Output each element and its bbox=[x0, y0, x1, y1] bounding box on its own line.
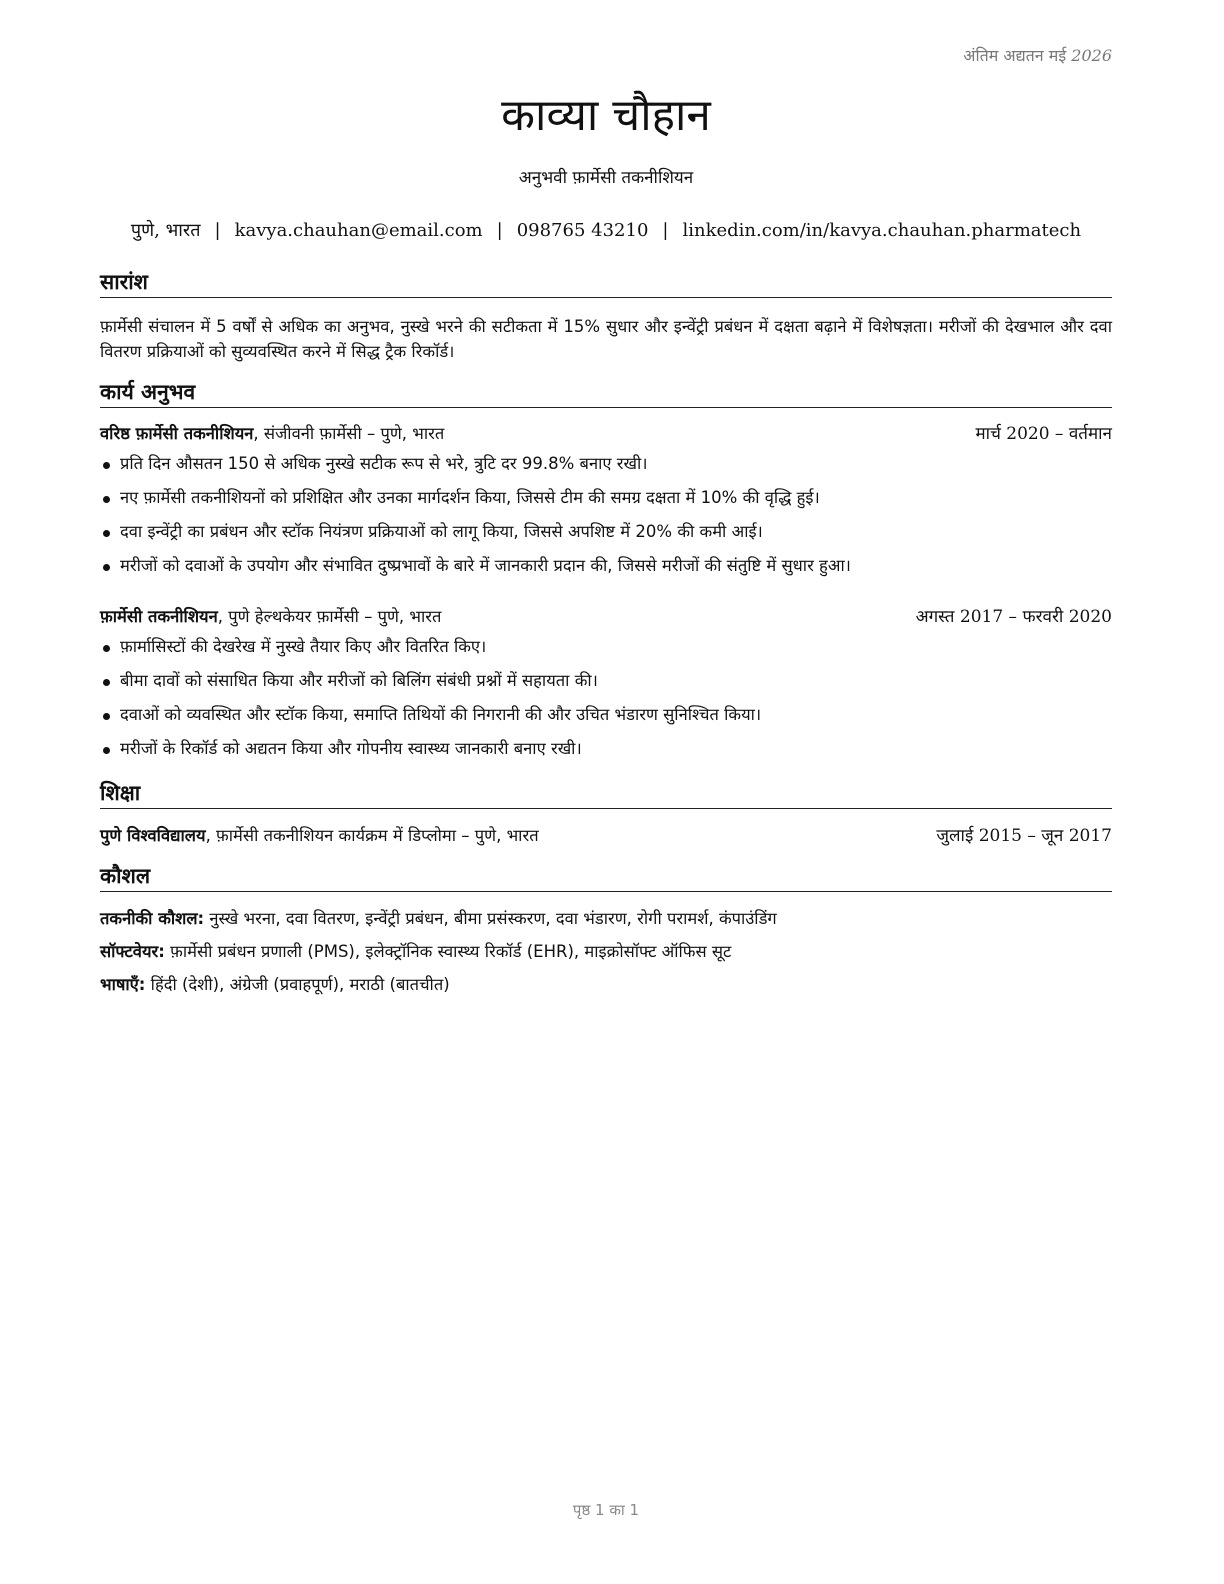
job-header bbox=[100, 605, 1112, 629]
job-dates: मार्च 2020 – वर्तमान bbox=[975, 424, 1112, 444]
contact-separator: | bbox=[214, 220, 221, 241]
skill-value: नुस्खे भरना, दवा वितरण, इन्वेंट्री प्रबंधन, बीमा प्रसंस्करण, दवा भंडारण, रोगी परामर्श, कंपाउंडिंग bbox=[204, 909, 777, 928]
skill-line bbox=[100, 973, 1112, 997]
section-title-education: शिक्षा bbox=[100, 779, 1112, 809]
last-updated bbox=[963, 44, 1112, 66]
job-org: , पुणे हेल्थकेयर फ़ार्मेसी – पुणे, भारत bbox=[217, 607, 442, 626]
skill-line bbox=[100, 940, 1112, 964]
contact-location: पुणे, भारत bbox=[130, 220, 201, 241]
job-role: वरिष्ठ फ़ार्मेसी तकनीशियन bbox=[100, 424, 254, 443]
list-item: नए फ़ार्मेसी तकनीशियनों को प्रशिक्षित और उनका मार्गदर्शन किया, जिससे टीम की समग्र दक्षता में 10% की वृद्धि हुई। bbox=[100, 486, 1112, 520]
job-bullets bbox=[100, 635, 1112, 771]
contact-linkedin[interactable]: linkedin.com/in/kavya.chauhan.pharmatech bbox=[682, 220, 1082, 241]
job-role-org bbox=[100, 605, 441, 629]
job-org: , संजीवनी फ़ार्मेसी – पुणे, भारत bbox=[253, 424, 445, 443]
summary-text: फ़ार्मेसी संचालन में 5 वर्षों से अधिक का अनुभव, नुस्खे भरने की सटीकता में 15% सुधार और इन्वेंट्री प्रबंधन में दक्षता बढ़ाने में विशेषज्ञता। मरीजों की देखभाल और दवा वितरण प्रक्रियाओं को सुव्यवस्थित करने में सिद्ध ट्रैक रिकॉर्ड। bbox=[100, 317, 1112, 361]
list-item: बीमा दावों को संसाधित किया और मरीजों को बिलिंग संबंधी प्रश्नों में सहायता की। bbox=[100, 669, 1112, 703]
job-role-org bbox=[100, 422, 444, 446]
section-title-experience: कार्य अनुभव bbox=[100, 378, 1112, 408]
skill-label: तकनीकी कौशल: bbox=[100, 909, 205, 928]
job-dates: अगस्त 2017 – फरवरी 2020 bbox=[915, 607, 1112, 627]
job-role: फ़ार्मेसी तकनीशियन bbox=[100, 607, 218, 626]
education-entry bbox=[100, 824, 1112, 848]
skill-label: सॉफ्टवेयर: bbox=[100, 942, 165, 961]
resume-page bbox=[100, 0, 1112, 1584]
skill-value: फ़ार्मेसी प्रबंधन प्रणाली (PMS), इलेक्ट्रॉनिक स्वास्थ्य रिकॉर्ड (EHR), माइक्रोसॉफ्ट ऑफिस सूट bbox=[164, 942, 732, 961]
candidate-tagline: अनुभवी फ़ार्मेसी तकनीशियन bbox=[518, 168, 694, 188]
contact-email[interactable]: kavya.chauhan@email.com bbox=[234, 220, 483, 241]
list-item: मरीजों को दवाओं के उपयोग और संभावित दुष्प्रभावों के बारे में जानकारी प्रदान की, जिससे मरीजों की संतुष्टि में सुधार हुआ। bbox=[100, 554, 1112, 588]
education-dates: जुलाई 2015 – जून 2017 bbox=[936, 826, 1112, 846]
page-number: पृष्ठ 1 का 1 bbox=[572, 1501, 640, 1519]
list-item: फ़ार्मासिस्टों की देखरेख में नुस्खे तैयार किए और वितरित किए। bbox=[100, 635, 1112, 669]
skill-label: भाषाएँ: bbox=[100, 975, 146, 994]
list-item: दवा इन्वेंट्री का प्रबंधन और स्टॉक नियंत्रण प्रक्रियाओं को लागू किया, जिससे अपशिष्ट में 20% की कमी आई। bbox=[100, 520, 1112, 554]
list-item: दवाओं को व्यवस्थित और स्टॉक किया, समाप्ति तिथियों की निगरानी की और उचित भंडारण सुनिश्चित किया। bbox=[100, 703, 1112, 737]
education-detail: , फ़ार्मेसी तकनीशियन कार्यक्रम में डिप्लोमा – पुणे, भारत bbox=[205, 826, 539, 845]
job-bullets bbox=[100, 452, 1112, 588]
job-header bbox=[100, 422, 1112, 446]
contact-phone[interactable]: 098765 43210 bbox=[516, 220, 649, 241]
education-school: पुणे विश्वविद्यालय bbox=[100, 826, 206, 845]
list-item: मरीजों के रिकॉर्ड को अद्यतन किया और गोपनीय स्वास्थ्य जानकारी बनाए रखी। bbox=[100, 737, 1112, 771]
section-title-summary: सारांश bbox=[100, 268, 1112, 298]
candidate-name: काव्या चौहान bbox=[501, 90, 711, 141]
contact-separator: | bbox=[496, 220, 503, 241]
skill-line bbox=[100, 907, 1112, 931]
contact-separator: | bbox=[662, 220, 669, 241]
last-updated-prefix: अंतिम अद्यतन मई bbox=[963, 46, 1067, 65]
contact-line bbox=[100, 218, 1112, 244]
section-title-skills: कौशल bbox=[100, 862, 1112, 892]
last-updated-year: 2026 bbox=[1071, 46, 1112, 65]
education-school-detail bbox=[100, 824, 539, 848]
skill-value: हिंदी (देशी), अंग्रेजी (प्रवाहपूर्ण), मराठी (बातचीत) bbox=[145, 975, 450, 994]
list-item: प्रति दिन औसतन 150 से अधिक नुस्खे सटीक रूप से भरे, त्रुटि दर 99.8% बनाए रखी। bbox=[100, 452, 1112, 486]
